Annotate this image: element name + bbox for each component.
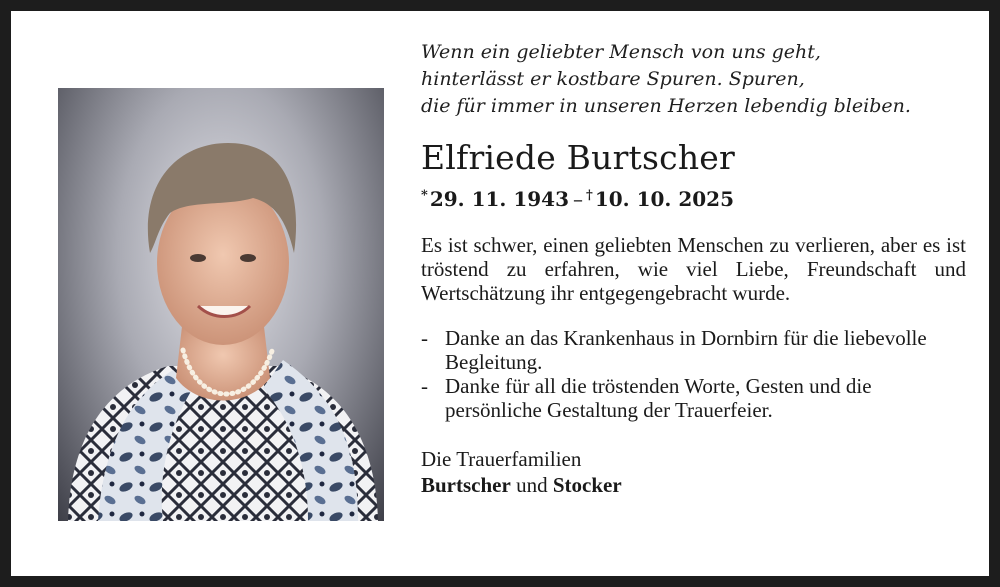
signature-names [421, 472, 966, 498]
death-date: 10. 10. 2025 [594, 187, 734, 211]
family-name-burtscher: Burtscher [421, 473, 511, 497]
condolence-message: Es ist schwer, einen geliebten Menschen zu verlieren, aber es ist tröstend zu erfahren, wie viel Liebe, Freundschaft und Wertschätzung ihr entgegengebracht wurde. [421, 233, 966, 305]
deceased-name: Elfriede Burtscher [421, 138, 735, 177]
obituary-text [421, 39, 966, 498]
signature-line: Die Trauerfamilien [421, 447, 582, 471]
conjunction: und [516, 473, 548, 497]
list-item [421, 374, 966, 422]
memorial-quote [421, 39, 966, 120]
death-symbol: † [586, 188, 593, 203]
list-item [421, 326, 966, 374]
quote-line: hinterlässt er kostbare Spuren. Spuren, [421, 68, 805, 90]
portrait-photo [58, 88, 384, 521]
thanks-text: Danke an das Krankenhaus in Dornbirn für die liebevolle Begleitung. [445, 326, 927, 374]
date-separator: – [573, 187, 583, 211]
birth-symbol: * [421, 188, 428, 203]
bullet-dash: - [421, 374, 428, 398]
thanks-text: Danke für all die tröstenden Worte, Gesten und die persönliche Gestaltung der Trauerfeier. [445, 374, 872, 422]
quote-line: die für immer in unseren Herzen lebendig bleiben. [421, 95, 911, 117]
life-dates [421, 184, 966, 211]
birth-date: 29. 11. 1943 [429, 187, 569, 211]
thanks-list [421, 326, 966, 422]
signature [421, 446, 966, 498]
bullet-dash: - [421, 326, 428, 350]
portrait-illustration [58, 88, 384, 521]
family-name-stocker: Stocker [552, 473, 622, 497]
quote-line: Wenn ein geliebter Mensch von uns geht, [421, 41, 821, 63]
